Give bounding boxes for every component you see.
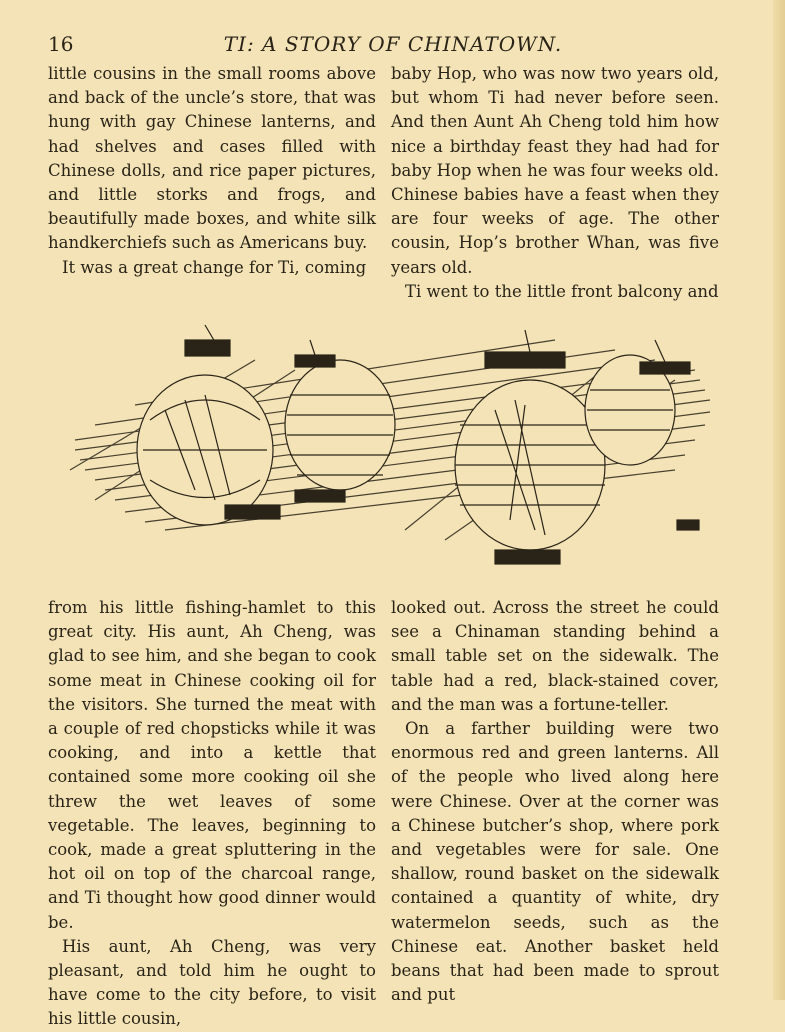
lantern-far-right bbox=[585, 355, 699, 530]
paragraph: baby Hop, who was now two years old, but whom Ti had never before seen. And then Aunt Ah Cheng told him how nice a birthday feast they had had for baby Hop when he was four weeks old. Chinese babies have a feast when they are four weeks of age. The other cousin, Hop’s brother Whan, was five years old. bbox=[391, 64, 719, 277]
paragraph: from his little fishing-hamlet to this great city. His aunt, Ah Cheng, was glad to see him, and she began to cook some meat in Chinese cooking oil for the visitors. She turned the meat with a couple of red chopsticks while it was cooking, and into a kettle that contained some more cooking oil she threw the wet leaves of some vegetable. The leaves, beginning to cook, made a great spluttering in the hot oil on top of the charcoal range, and Ti thought how good dinner would be. bbox=[48, 598, 376, 932]
paragraph: Ti went to the little front balcony and bbox=[405, 281, 719, 301]
page-header bbox=[48, 32, 738, 58]
page-edge bbox=[773, 0, 785, 1000]
lantern-left bbox=[137, 340, 280, 525]
paragraph: His aunt, Ah Cheng, was very pleasant, and told him he ought to have come to the city before, to visit his little cousin, bbox=[48, 936, 376, 1029]
column-top-right bbox=[391, 62, 719, 304]
paragraph: It was a great change for Ti, coming bbox=[62, 257, 367, 277]
column-top-left bbox=[48, 62, 376, 280]
paragraph: looked out. Across the street he could see a Chinaman standing behind a small table set on the sidewalk. The table had a red, black-stained cover, and the man was a fortune-teller. bbox=[391, 598, 719, 714]
paragraph: On a farther building were two enormous red and green lanterns. All of the people who lived along here were Chinese. Over at the corner was a Chinese butcher’s shop, where pork and vegetables were for sale. One shallow, round basket on the sidewalk contained a quantity of white, dry watermelon seeds, such as the Chinese eat. Another basket held beans that had been made to sprout and put bbox=[391, 719, 719, 1005]
column-bottom-right bbox=[391, 596, 719, 1007]
lantern-right-front bbox=[455, 352, 605, 564]
lanterns-illustration bbox=[55, 300, 715, 575]
running-title: TI: A STORY OF CHINATOWN. bbox=[223, 32, 563, 56]
paragraph: little cousins in the small rooms above and back of the uncle’s store, that was hung with gay Chinese lanterns, and had shelves and cases filled with Chinese dolls, and rice paper pictures, and little storks and frogs, and beautifully made boxes, and white silk handkerchiefs such as Americans buy. bbox=[48, 64, 376, 253]
page-number: 16 bbox=[48, 32, 74, 56]
column-bottom-left bbox=[48, 596, 376, 1032]
